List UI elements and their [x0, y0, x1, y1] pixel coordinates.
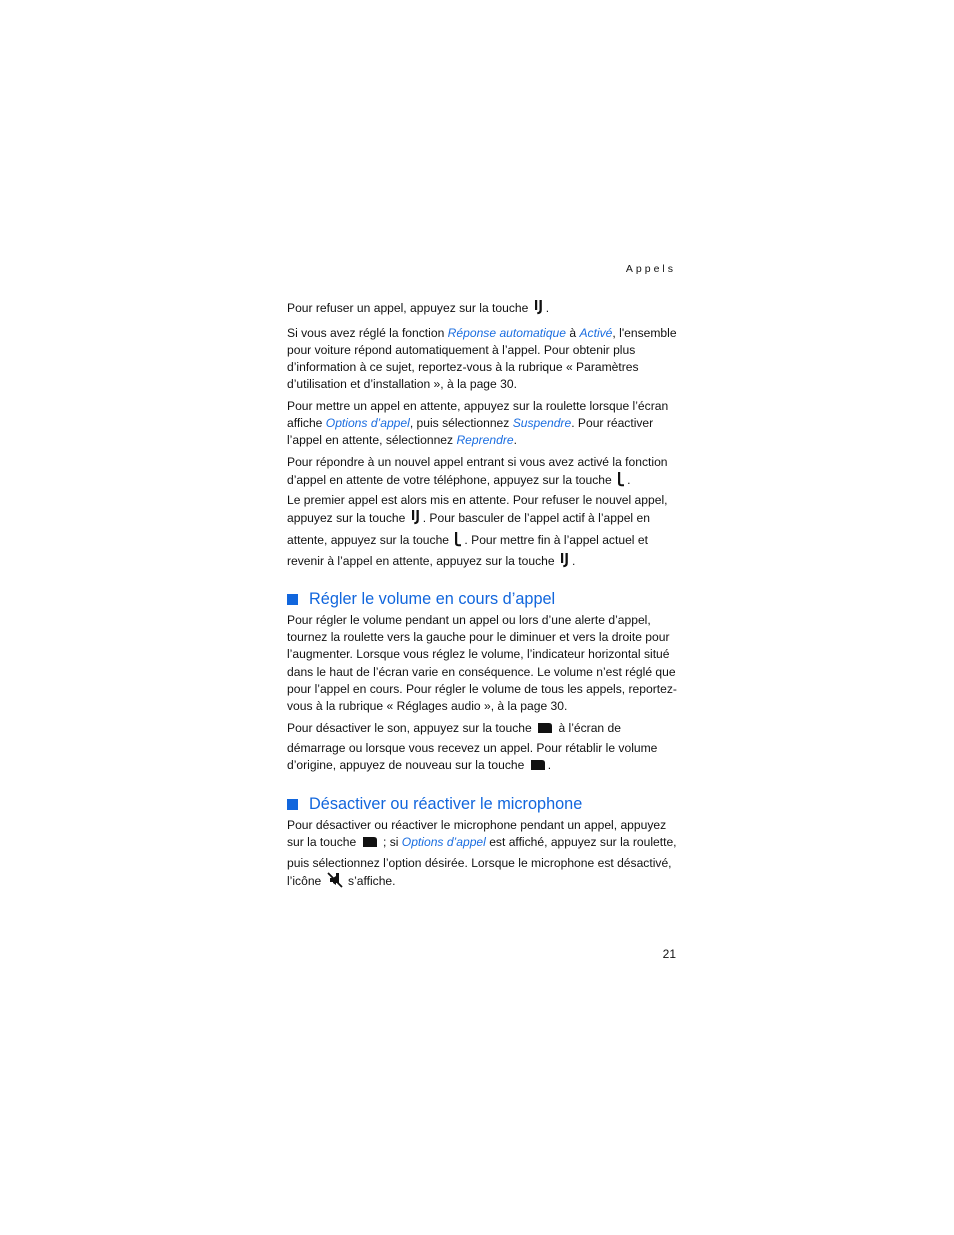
heading-square-icon: [287, 799, 298, 810]
running-header: Appels: [625, 263, 676, 275]
call-key-icon: [617, 471, 625, 492]
heading-square-icon: [287, 594, 298, 605]
call-key-icon: [454, 531, 462, 552]
right-selection-key-icon: [530, 758, 546, 777]
end-call-key-icon: [411, 509, 421, 530]
right-selection-key-icon: [362, 835, 378, 854]
paragraph-auto-answer: Si vous avez réglé la fonction Réponse automatique à Activé, l'ensemble pour voiture répond automatiquement à l’appel. Pour obtenir plus d’information à ce sujet, reportez-vous à la rubrique « Paramètres d’utilisation et d’installation », à la page 30.: [287, 325, 677, 392]
page-content: [287, 299, 677, 897]
paragraph-mute-sound: Pour désactiver le son, appuyez sur la touche à l’écran de démarrage ou lorsque vous recevez un appel. Pour rétablir le volume d’origine, appuyez de nouveau sur la touche .: [287, 720, 677, 778]
muted-microphone-icon: [327, 872, 343, 893]
option-resume: Reprendre: [456, 433, 514, 448]
section-heading-microphone: Désactiver ou réactiver le microphone: [287, 793, 677, 815]
right-selection-key-icon: [537, 721, 553, 740]
end-call-key-icon: [560, 552, 570, 573]
option-call-options: Options d’appel: [401, 835, 486, 850]
option-call-options: Options d’appel: [325, 416, 410, 430]
paragraph-refuse-call: Pour refuser un appel, appuyez sur la touche .: [287, 299, 677, 320]
section-heading-volume: Régler le volume en cours d’appel: [287, 588, 677, 610]
page-number: 21: [662, 947, 676, 961]
option-hold: Suspendre: [512, 416, 572, 430]
end-call-key-icon: [534, 299, 544, 320]
paragraph-call-waiting: Pour répondre à un nouvel appel entrant si vous avez activé la fonction d’appel en attente de votre téléphone, appuyez sur la touche . Le premier appel est alors mis en attente. Pour refuser le nouvel appel, appuyez sur la touche . Pour basculer de l’appel actif à l’appel en attente, appuyez sur la touche . Pour mettre fin à l’appel actuel et revenir à l’appel en attente, appuyez sur la touche .: [287, 454, 677, 573]
paragraph-microphone: Pour désactiver ou réactiver le microphone pendant un appel, appuyez sur la touche ; si Options d’appel est affiché, appuyez sur la roulette, puis sélectionnez l’option désirée. Lorsque le microphone est désactivé, l’icône s’affiche.: [287, 817, 677, 893]
paragraph-volume-adjust: Pour régler le volume pendant un appel ou lors d’une alerte d’appel, tournez la roulette vers la gauche pour le diminuer et vers la droite pour l’augmenter. Lorsque vous réglez le volume, l’indicateur horizontal situé dans le haut de l’écran varie en conséquence. Le volume n’est réglé que pour l’appel en cours. Pour régler le volume de tous les appels, reportez-vous à la rubrique « Réglages audio », à la page 30.: [287, 613, 677, 714]
option-activated: Activé: [579, 325, 613, 340]
paragraph-hold-call: Pour mettre un appel en attente, appuyez sur la roulette lorsque l’écran affiche Options d’appel, puis sélectionnez Suspendre. Pour réactiver l’appel en attente, sélectionnez Reprendre.: [287, 398, 669, 448]
option-auto-answer: Réponse automatique: [447, 325, 567, 340]
